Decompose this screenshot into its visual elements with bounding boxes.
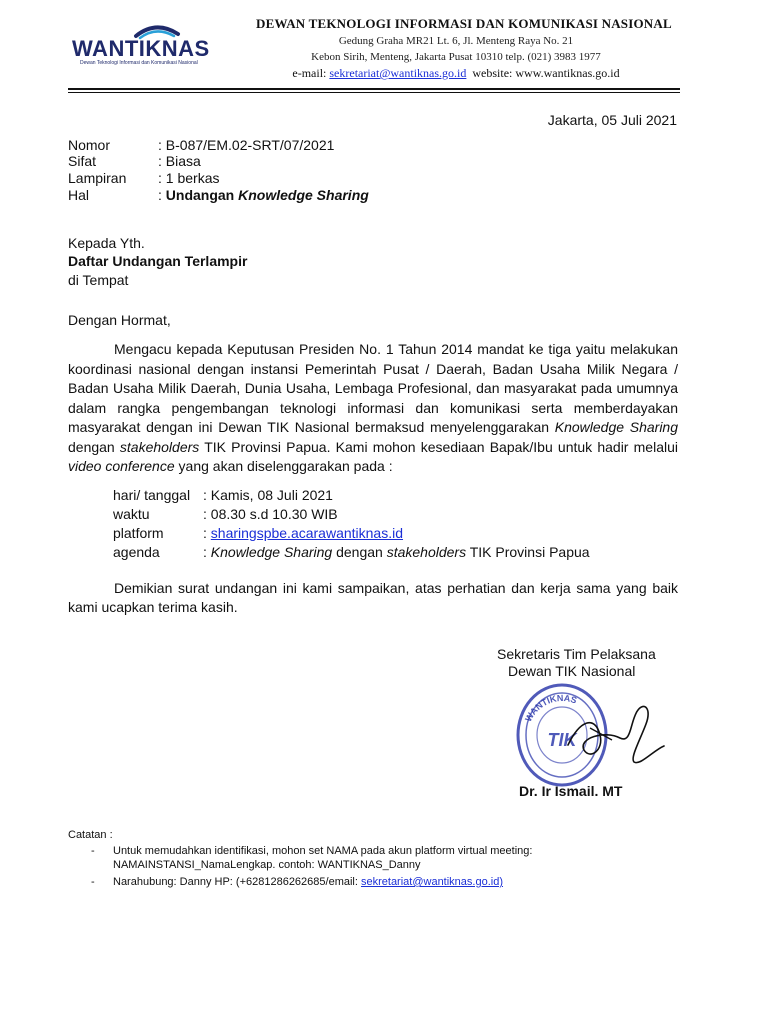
meta-label: Sifat	[68, 153, 97, 169]
greeting: Dengan Hormat,	[68, 312, 171, 328]
detail-value: :	[203, 544, 211, 560]
recipient-name: Daftar Undangan Terlampir	[68, 253, 248, 269]
paragraph-text: TIK Provinsi Papua. Kami mohon kesediaan Bapak/Ibu untuk hadir melalui	[199, 438, 678, 455]
address-line-1: Gedung Graha MR21 Lt. 6, Jl. Menteng Raya No. 21	[338, 35, 574, 47]
paragraph-text: yang akan diselenggarakan pada :	[174, 458, 393, 474]
body-paragraph-2	[68, 579, 678, 617]
paragraph-text: Mengacu kepada Keputusan Presiden No. 1 Tahun 2014 mandat ke tiga yaitu melakukan koordinasi nasional dengan instansi Pemerintah Pusat / Daerah, Badan Usaha Milik Negara / Badan Usaha Milik Daerah, Dunia Usaha, Lembaga Profesional, dan masyarakat pada umumnya dalam rangka pengembangan teknologi informasi dan komunikasi serta memberdayakan masyarakat dengan ini Dewan TIK Nasional bermaksud menyelenggarakan	[68, 341, 678, 435]
meta-value: : Biasa	[158, 153, 201, 169]
detail-platform	[113, 524, 403, 542]
letterhead-divider-thin	[68, 92, 680, 93]
paragraph-text: Demikian surat undangan ini kami sampaikan, atas perhatian dan kerja sama yang baik kami ucapkan terima kasih.	[68, 580, 678, 615]
platform-link[interactable]: sharingspbe.acarawantiknas.id	[210, 525, 404, 541]
letterhead-email-link[interactable]: sekretariat@wantiknas.go.id	[329, 66, 467, 80]
paragraph-italic: video conference	[68, 458, 175, 474]
meta-sifat	[68, 152, 201, 170]
note-2-text: Narahubung: Danny HP: (+6281286262685/email:	[113, 876, 361, 888]
organization-title: DEWAN TEKNOLOGI INFORMASI DAN KOMUNIKASI NASIONAL	[256, 16, 672, 31]
handwritten-signature-icon	[560, 690, 670, 780]
detail-label: agenda	[113, 544, 160, 560]
detail-label: hari/ tanggal	[113, 487, 191, 503]
note-1-line-1: Untuk memudahkan identifikasi, mohon set NAMA pada akun platform virtual meeting:	[113, 845, 533, 857]
meta-lampiran	[68, 169, 219, 187]
paragraph-text: dengan	[68, 438, 120, 455]
note-1-line-2: NAMAINSTANSI_NamaLengkap. contoh: WANTIKNAS_Danny	[113, 859, 421, 871]
meta-value: : B-087/EM.02-SRT/07/2021	[158, 137, 335, 153]
detail-value: : 08.30 s.d 10.30 WIB	[203, 506, 338, 522]
meta-value: : 1 berkas	[158, 170, 220, 186]
detail-value: :	[203, 525, 211, 541]
agenda-text: dengan	[332, 544, 387, 560]
website-text: www.wantiknas.go.id	[515, 66, 620, 80]
note-bullet: -	[91, 876, 95, 888]
detail-label: waktu	[113, 506, 150, 522]
address-line-2: Kebon Sirih, Menteng, Jakarta Pusat 10310 telp. (021) 3983 1977	[311, 51, 601, 63]
note-bullet: -	[91, 845, 95, 857]
letterhead-divider-thick	[68, 88, 680, 90]
meta-label: Lampiran	[68, 170, 127, 186]
website-label: website:	[466, 66, 516, 80]
meta-value: :	[158, 187, 166, 203]
subject-bold-italic: Knowledge Sharing	[238, 187, 369, 203]
paragraph-italic: Knowledge Sharing	[554, 419, 678, 435]
detail-time	[113, 505, 338, 523]
stamp-text: WANTIKNAS	[523, 692, 579, 724]
notes-title: Catatan :	[68, 829, 113, 841]
recipient-prefix: Kepada Yth.	[68, 235, 145, 251]
signer-name: Dr. Ir Ismail. MT	[519, 783, 623, 799]
agenda-text: TIK Provinsi Papua	[466, 544, 590, 560]
meta-hal	[68, 186, 369, 204]
agenda-italic: Knowledge Sharing	[210, 544, 333, 560]
detail-agenda	[113, 543, 590, 561]
email-label: e-mail:	[292, 66, 330, 80]
note-email-link[interactable]: sekretariat@wantiknas.go.id)	[360, 876, 503, 888]
signature-title-2: Dewan TIK Nasional	[508, 663, 636, 679]
meta-label: Hal	[68, 187, 90, 203]
letter-date: Jakarta, 05 Juli 2021	[547, 112, 677, 128]
note-2	[113, 875, 503, 889]
paragraph-italic: stakeholders	[119, 438, 200, 455]
detail-label: platform	[113, 525, 164, 541]
meta-label: Nomor	[68, 137, 111, 153]
body-paragraph-1	[68, 340, 678, 477]
logo-subtitle: Dewan Teknologi Informasi dan Komunikasi Nasional	[80, 60, 198, 66]
detail-date	[113, 486, 333, 504]
subject-bold: Undangan	[165, 187, 239, 203]
agenda-italic: stakeholders	[386, 544, 467, 560]
stamp-center-text: TIK	[547, 730, 577, 750]
signature-title-1: Sekretaris Tim Pelaksana	[497, 646, 656, 662]
recipient-place: di Tempat	[68, 272, 129, 288]
detail-value: : Kamis, 08 Juli 2021	[203, 487, 333, 503]
logo-wordmark: WANTIKNAS	[72, 36, 210, 61]
contact-line	[256, 66, 656, 81]
